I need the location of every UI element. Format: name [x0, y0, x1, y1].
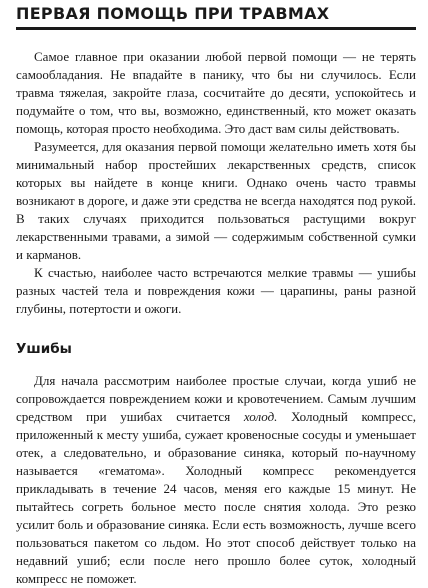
intro-paragraph-3: К счастью, наиболее часто встречаются мелкие травмы — ушибы разных частей тела и повреждения кожи — царапины, раны разной глубины, потертости и ожоги.	[16, 265, 416, 316]
section-paragraph-1-rest: Холодный компресс, приложенный к месту ушиба, сужает кровеносные сосуды и уменьшает отек, а следовательно, и образование синяка, который по-научному называется «гематома». Холодный компресс рекомендуется прикладывать в течение 24 часов, меняя его каждые 15 минут. Не пытайтесь согреть больное место после снятия холода. Это резко усилит боль и образование синяка. Если есть возможность, лучше всего пользоваться пакетом со льдом. Но этот способ действует только на недавний ушиб; если после него прошло более суток, холодный компресс не поможет.	[16, 409, 416, 586]
intro-text	[16, 48, 416, 318]
section-paragraph-1-start: Для начала рассмотрим наиболее простые случаи, когда ушиб не сопровождается повреждением кожи и кровотечением. Самым лучшим средством при ушибах считается	[16, 373, 416, 424]
section-text	[16, 372, 416, 588]
intro-paragraph-1: Самое главное при оказании любой первой помощи — не терять самообладания. Не впадайте в панику, что бы ни случилось. Если травма тяжелая, закройте глаза, сосчитайте до десяти, успокойтесь и подумайте о том, что вы, возможно, единственный, кто может оказать помощь, которая просто необходима. Это даст вам силы действовать.	[16, 49, 416, 136]
section-paragraph-1	[16, 372, 416, 588]
section-heading-bruises: Ушибы	[16, 341, 72, 357]
cold-emphasis: холод.	[243, 409, 278, 424]
chapter-title: ПЕРВАЯ ПОМОЩЬ ПРИ ТРАВМАХ	[16, 4, 416, 30]
intro-paragraph-2: Разумеется, для оказания первой помощи желательно иметь хотя бы минимальный набор простейших лекарственных средств, список которых вы найдете в конце книги. Однако очень часто травмы возникают в дороге, и даже эти средства не всегда находятся под рукой. В таких случаях приходится пользоваться растущими вокруг лекарственными травами, а зимой — содержимым собственной сумки и карманов.	[16, 139, 416, 262]
